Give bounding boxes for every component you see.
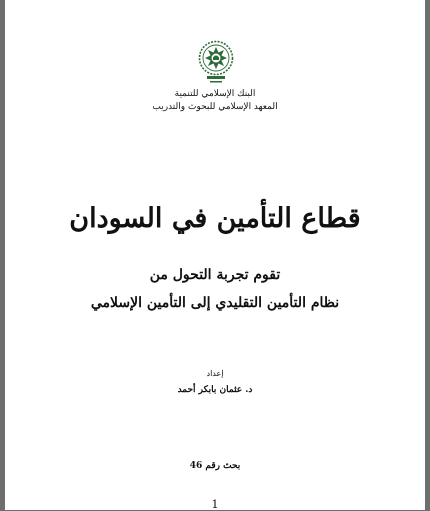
document-page bbox=[5, 0, 425, 510]
subtitle-line-2: نظام التأمين التقليدي إلى التأمين الإسلامي bbox=[90, 295, 340, 311]
prepared-by-label: إعداد bbox=[206, 369, 224, 378]
subtitle-line-1: تقوم تجربة التحول من bbox=[149, 267, 281, 283]
bank-name: البنك الإسلامي للتنمية bbox=[174, 89, 256, 99]
page-number: 1 bbox=[211, 498, 219, 511]
institute-name: المعهد الإسلامي للبحوث والتدريب bbox=[152, 102, 278, 112]
isdb-emblem-icon bbox=[198, 40, 234, 86]
document-title: قطاع التأمين في السودان bbox=[69, 203, 361, 234]
author-name: د. عثمان بابكر أحمد bbox=[177, 385, 253, 395]
paper-number: بحث رقم 46 bbox=[189, 461, 241, 471]
